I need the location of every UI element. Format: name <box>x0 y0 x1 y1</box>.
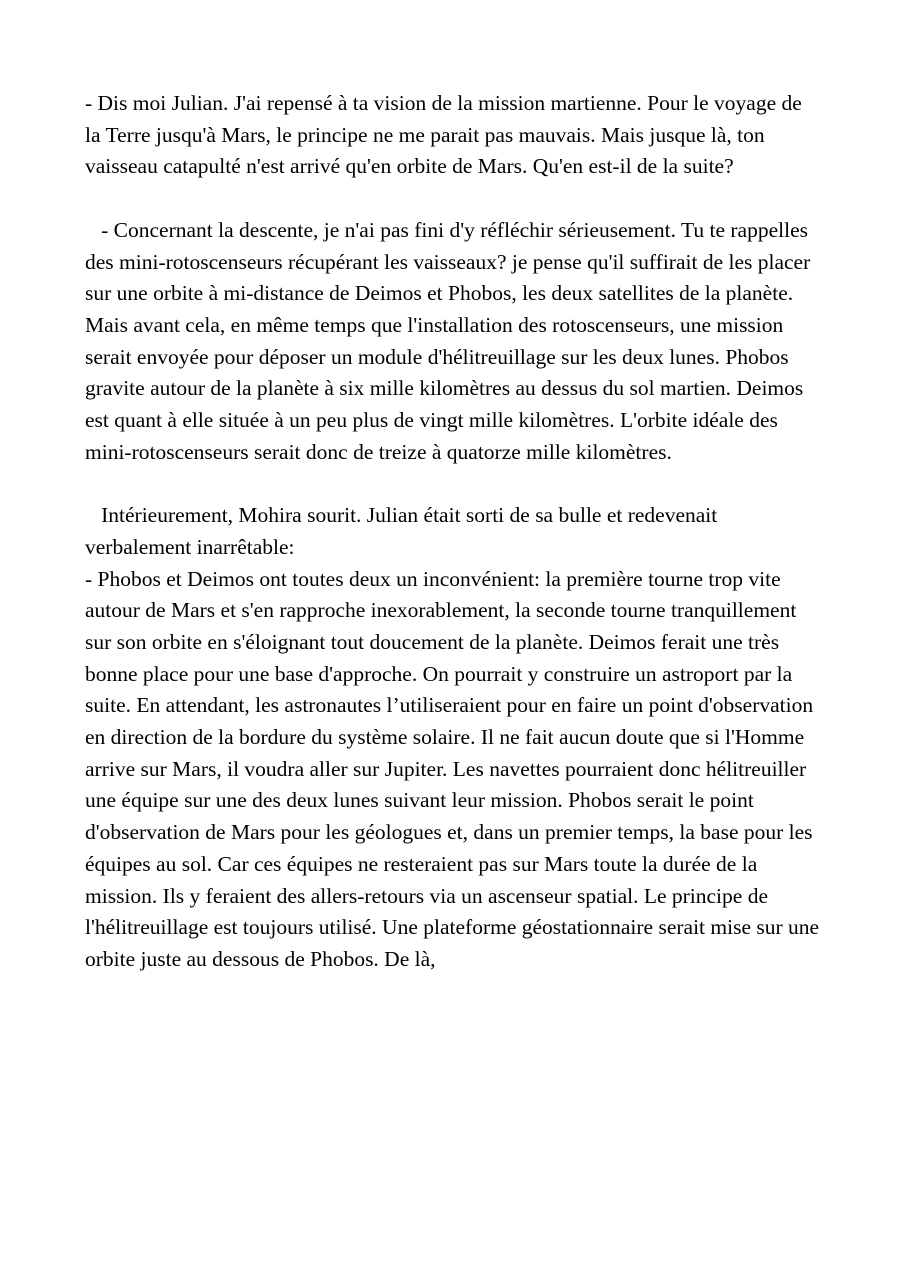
paragraph-dis-moi-julian: - Dis moi Julian. J'ai repensé à ta vision de la mission martienne. Pour le voyage de la Terre jusqu'à Mars, le principe ne me parait pas mauvais. Mais jusque là, ton vaisseau catapulté n'est arrivé qu'en orbite de Mars. Qu'en est-il de la suite? <box>85 91 808 179</box>
paragraph-spacer <box>85 183 821 215</box>
paragraph-spacer <box>85 468 821 500</box>
paragraph-interieurement-mohira: Intérieurement, Mohira sourit. Julian était sorti de sa bulle et redevenait verbalement inarrêtable: <box>85 503 723 559</box>
paragraph-concernant-la-descente: - Concernant la descente, je n'ai pas fini d'y réfléchir sérieusement. Tu te rappelles des mini-rotoscenseurs récupérant les vaisseaux? je pense qu'il suffirait de les placer sur une orbite à mi-distance de Deimos et Phobos, les deux satellites de la planète. Mais avant cela, en même temps que l'installation des rotoscenseurs, une mission serait envoyée pour déposer un module d'hélitreuillage sur les deux lunes. Phobos gravite autour de la planète à six mille kilomètres au dessus du sol martien. Deimos est quant à elle située à un peu plus de vingt mille kilomètres. L'orbite idéale des mini-rotoscenseurs serait donc de treize à quatorze mille kilomètres. <box>85 217 816 464</box>
document-text-column <box>85 88 825 976</box>
paragraph-phobos-et-deimos: - Phobos et Deimos ont toutes deux un inconvénient: la première tourne trop vite autour de Mars et s'en rapproche inexorablement, la seconde tourne tranquillement sur son orbite en s'éloignant tout doucement de la planète. Deimos ferait une très bonne place pour une base d'approche. On pourrait y construire un astroport par la suite. En attendant, les astronautes l’utiliseraient pour en faire un point d'observation en direction de la bordure du système solaire. Il ne fait aucun doute que si l'Homme arrive sur Mars, il voudra aller sur Jupiter. Les navettes pourraient donc hélitreuiller une équipe sur une des deux lunes suivant leur mission. Phobos serait le point d'observation de Mars pour les géologues et, dans un premier temps, la base pour les équipes au sol. Car ces équipes ne resteraient pas sur Mars toute la durée de la mission. Ils y feraient des allers-retours via un ascenseur spatial. Le principe de l'hélitreuillage est toujours utilisé. Une plateforme géostationnaire serait mise sur une orbite juste au dessous de Phobos. De là, <box>85 566 825 971</box>
